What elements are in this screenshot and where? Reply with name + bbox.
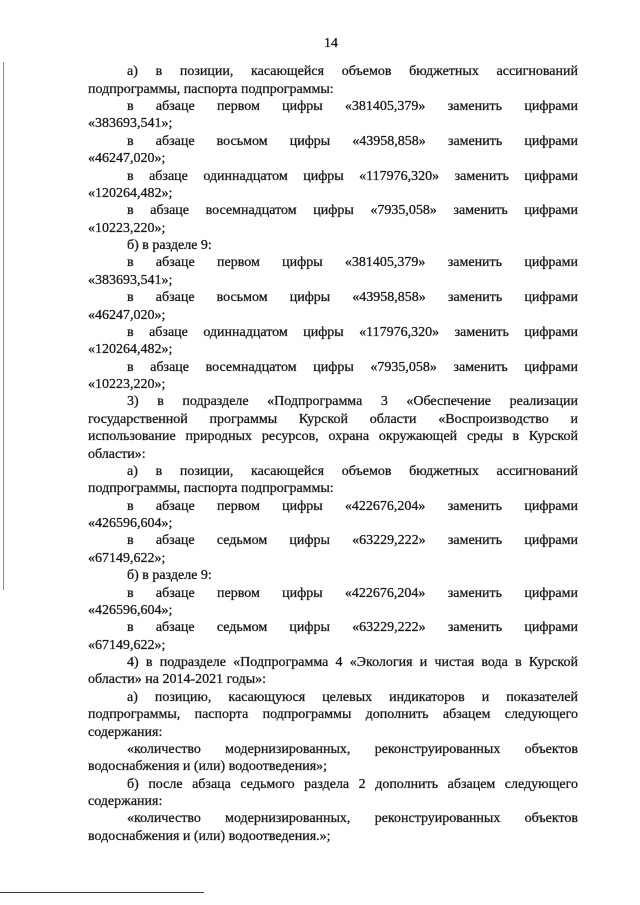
paragraph bbox=[88, 133, 578, 168]
text-line: «10223,220»; bbox=[88, 220, 166, 236]
text-line: «426596,604»; bbox=[88, 602, 173, 618]
text-line: в абзаце восьмом цифры «43958,858» заменить цифрами bbox=[127, 290, 578, 306]
paragraph bbox=[88, 63, 578, 98]
paragraph bbox=[88, 393, 578, 463]
paragraph bbox=[88, 237, 578, 254]
text-line: «426596,604»; bbox=[88, 516, 173, 532]
text-line: содержания: bbox=[88, 794, 163, 810]
text-line: а) в позиции, касающейся объемов бюджетных ассигнований bbox=[127, 64, 578, 80]
paragraph bbox=[88, 254, 578, 289]
text-line: «120264,482»; bbox=[88, 185, 173, 201]
text-line: области» на 2014-2021 годы»: bbox=[88, 672, 267, 688]
text-line: «количество модернизированных, реконструированных объектов bbox=[127, 741, 578, 757]
text-line: «120264,482»; bbox=[88, 342, 173, 358]
document-body bbox=[88, 63, 578, 845]
footer-rule bbox=[0, 892, 204, 893]
text-line: б) в разделе 9: bbox=[127, 238, 212, 254]
paragraph bbox=[88, 359, 578, 394]
paragraph bbox=[88, 810, 578, 845]
text-line: в абзаце одиннадцатом цифры «117976,320» заменить цифрами bbox=[127, 324, 578, 340]
text-line: в абзаце седьмом цифры «63229,222» заменить цифрами bbox=[127, 620, 578, 636]
text-line: области»: bbox=[88, 446, 146, 462]
text-line: подпрограммы, паспорта подпрограммы дополнить абзацем следующего bbox=[88, 707, 578, 723]
text-line: «383693,541»; bbox=[88, 116, 173, 132]
text-line: водоснабжения и (или) водоотведения»; bbox=[88, 759, 328, 775]
text-line: «67149,622»; bbox=[88, 550, 166, 566]
paragraph bbox=[88, 619, 578, 654]
paragraph bbox=[88, 567, 578, 584]
text-line: б) после абзаца седьмого раздела 2 дополнить абзацем следующего bbox=[127, 776, 578, 792]
text-line: в абзаце первом цифры «422676,204» заменить цифрами bbox=[127, 498, 578, 514]
paragraph bbox=[88, 168, 578, 203]
text-line: а) в позиции, касающейся объемов бюджетных ассигнований bbox=[127, 463, 578, 479]
text-line: водоснабжения и (или) водоотведения.»; bbox=[88, 828, 331, 844]
text-line: в абзаце первом цифры «422676,204» заменить цифрами bbox=[127, 585, 578, 601]
text-line: «67149,622»; bbox=[88, 637, 166, 653]
paragraph bbox=[88, 532, 578, 567]
text-line: в абзаце первом цифры «381405,379» заменить цифрами bbox=[127, 99, 578, 115]
text-line: в абзаце первом цифры «381405,379» заменить цифрами bbox=[127, 255, 578, 271]
paragraph bbox=[88, 741, 578, 776]
paragraph bbox=[88, 202, 578, 237]
text-line: в абзаце восемнадцатом цифры «7935,058» заменить цифрами bbox=[127, 203, 578, 219]
paragraph bbox=[88, 498, 578, 533]
text-line: в абзаце восьмом цифры «43958,858» заменить цифрами bbox=[127, 133, 578, 149]
text-line: подпрограммы, паспорта подпрограммы: bbox=[88, 81, 334, 97]
text-line: 3) в подразделе «Подпрограмма 3 «Обеспечение реализации bbox=[127, 394, 578, 410]
text-line: а) позицию, касающуюся целевых индикаторов и показателей bbox=[127, 689, 578, 705]
text-line: использование природных ресурсов, охрана окружающей среды в Курской bbox=[88, 429, 578, 445]
paragraph bbox=[88, 289, 578, 324]
text-line: в абзаце восемнадцатом цифры «7935,058» заменить цифрами bbox=[127, 359, 578, 375]
text-line: «383693,541»; bbox=[88, 272, 173, 288]
text-line: 4) в подразделе «Подпрограмма 4 «Экология и чистая вода в Курской bbox=[127, 655, 578, 671]
text-line: «10223,220»; bbox=[88, 377, 166, 393]
text-line: содержания: bbox=[88, 724, 163, 740]
paragraph bbox=[88, 463, 578, 498]
text-line: государственной программы Курской области «Воспроизводство и bbox=[88, 411, 578, 427]
paragraph bbox=[88, 585, 578, 620]
text-line: «46247,020»; bbox=[88, 151, 166, 167]
paragraph bbox=[88, 654, 578, 689]
paragraph bbox=[88, 98, 578, 133]
scan-edge-line bbox=[3, 62, 4, 590]
paragraph bbox=[88, 324, 578, 359]
text-line: в абзаце одиннадцатом цифры «117976,320» заменить цифрами bbox=[127, 168, 578, 184]
text-line: подпрограммы, паспорта подпрограммы: bbox=[88, 481, 334, 497]
text-line: «46247,020»; bbox=[88, 307, 166, 323]
paragraph bbox=[88, 776, 578, 811]
page-number: 14 bbox=[324, 36, 338, 51]
paragraph bbox=[88, 689, 578, 741]
text-line: «количество модернизированных, реконструированных объектов bbox=[127, 811, 578, 827]
text-line: в абзаце седьмом цифры «63229,222» заменить цифрами bbox=[127, 533, 578, 549]
text-line: б) в разделе 9: bbox=[127, 568, 212, 584]
